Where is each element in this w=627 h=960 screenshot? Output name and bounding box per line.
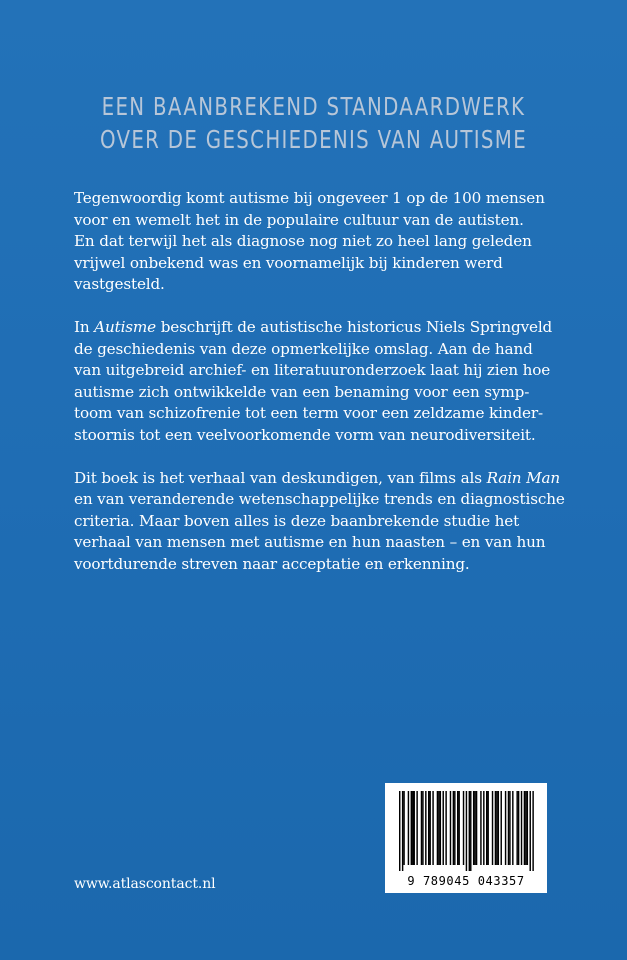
barcode-bar [496,791,497,865]
barcode-bar [429,791,430,865]
text-line: criteria. Maar boven alles is deze baanbrekende studie het [74,511,520,530]
barcode-bar [440,791,441,865]
barcode-bar [521,791,522,865]
text-line: En dat terwijl het als diagnose nog niet zo heel lang geleden [74,232,532,250]
barcode-bar [487,791,488,865]
text-line: stoornis tot een veelvoorkomende vorm van neurodiversiteit. [74,425,536,444]
blurb-paragraph-1 [74,188,554,296]
barcode-bar [463,791,464,865]
barcode-bar [457,791,458,865]
text-line: de geschiedenis van deze opmerkelijke omslag. Aan de hand [74,339,533,358]
barcode-bar [412,791,413,865]
barcode-bar [469,791,470,871]
barcode-bar [480,791,481,865]
text-line: voortdurende streven naar acceptatie en erkenning. [74,554,470,573]
text-line: autisme zich ontwikkelde van een benaming voor een symp- [74,382,530,401]
barcode-bar [486,791,487,865]
barcode-bar [527,791,528,865]
barcode-bar [505,791,506,865]
barcode-bar [509,791,510,865]
headline [38,90,590,156]
barcode-bar [530,791,531,871]
text-line [74,468,561,490]
text-fragment: beschrijft de autistische historicus Niels Springveld [156,318,553,336]
barcode-bar [532,791,533,871]
blurb-paragraph-2 [74,317,554,446]
film-title-italic: Rain Man [486,468,561,487]
barcode-bar [421,791,422,865]
barcode-bar [399,791,400,871]
text-line: en van veranderende wetenschappelijke trends en diagnostische [74,490,565,508]
barcode-bar [453,791,454,865]
barcode-bar [445,791,446,865]
text-fragment: In [74,318,95,336]
barcode-bar [516,791,517,865]
barcode-bar [432,791,433,865]
publisher-website: www.atlascontact.nl [74,876,216,892]
barcode-bar [470,791,471,871]
barcode-bars-icon [385,783,547,875]
blurb-paragraph-3 [74,468,565,576]
text-line: vastgesteld. [74,275,165,293]
barcode-bar [495,791,496,865]
barcode-bar [473,791,474,865]
barcode-bar [512,791,513,865]
barcode-bar [458,791,459,865]
barcode-bar [438,791,439,865]
blurb [74,188,565,597]
barcode-bar [498,791,499,865]
isbn-number: 9 789045 043357 [407,874,525,888]
text-line: vrijwel onbekend was en voornamelijk bij kinderen werd [74,253,503,272]
barcode-bar [403,791,404,865]
barcode-bar [416,791,417,865]
barcode-bar [408,791,409,865]
barcode-bar [476,791,477,865]
text-line: van uitgebreid archief- en literatuuronderzoek laat hij zien hoe [74,361,551,379]
barcode-bar [466,791,467,871]
barcode-bar [518,791,519,865]
barcode-bar [524,791,525,865]
barcode-bar [492,791,493,865]
text-fragment: Dit boek is het verhaal van deskundigen, van films als [74,468,487,487]
barcode-bar [437,791,438,865]
barcode-bar [454,791,455,865]
barcode-bar [411,791,412,865]
barcode-bar [474,791,475,865]
barcode-bar [508,791,509,865]
headline-line-2: OVER DE GESCHIEDENIS VAN AUTISME [99,125,528,154]
text-line [74,317,554,339]
text-line: toom van schizofrenie tot een term voor een zeldzame kinder- [74,404,543,422]
text-line: verhaal van mensen met autisme en hun naasten – en van hun [74,533,546,551]
book-title-italic: Autisme [94,318,157,336]
barcode-bar [483,791,484,865]
barcode-bar [414,791,415,865]
barcode-bar [428,791,429,865]
barcode-bar [443,791,444,865]
barcode-bar [501,791,502,865]
barcode-bar [450,791,451,865]
text-line: Tegenwoordig komt autisme bij ongeveer 1 op de 100 mensen [74,189,545,207]
barcode-bar [422,791,423,865]
barcode-bar [425,791,426,865]
text-line: voor en wemelt het in de populaire cultuur van de autisten. [74,210,524,229]
barcode-bar [402,791,403,871]
barcode-bar [525,791,526,865]
headline-line-1: EEN BAANBREKEND STANDAARDWERK [101,92,526,121]
barcode [385,783,547,893]
